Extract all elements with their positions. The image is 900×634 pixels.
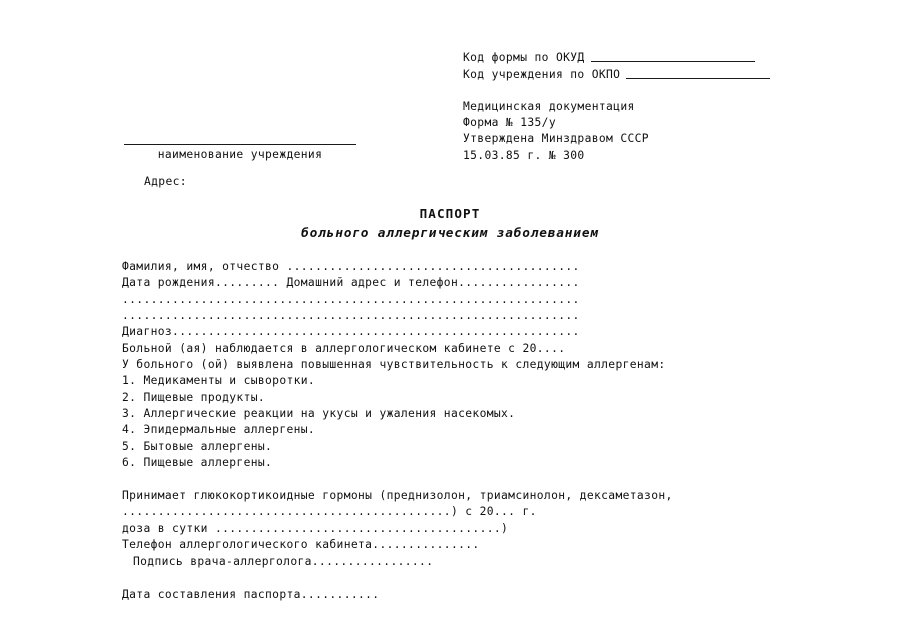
body-spacer-1: [122, 471, 673, 487]
field-observed-since[interactable]: Больной (ая) наблюдается в аллергологическом кабинете с 20....: [122, 341, 566, 355]
field-dots-line-1[interactable]: ................................................................: [122, 292, 580, 306]
allergen-item-5[interactable]: 5. Бытовые аллергены.: [122, 439, 273, 453]
institution-name-rule[interactable]: [124, 144, 356, 145]
form-footer-block: [122, 554, 433, 604]
allergen-item-4[interactable]: 4. Эпидермальные аллергены.: [122, 423, 316, 437]
field-diagnosis[interactable]: Диагноз.........................................................: [122, 325, 580, 339]
title-block: [0, 205, 900, 244]
document-meta-block: [463, 99, 649, 164]
allergen-item-1[interactable]: 1. Медикаменты и сыворотки.: [122, 374, 316, 388]
code-label-okud: Код формы по ОКУД: [463, 51, 585, 64]
meta-line-approved-by: Утверждена Минздравом СССР: [463, 132, 649, 146]
field-sensitivity-intro: У больного (ой) выявлена повышенная чувствительность к следующим аллергенам:: [122, 358, 666, 372]
field-daily-dose[interactable]: доза в сутки ........................................): [122, 521, 509, 535]
field-compilation-date[interactable]: Дата составления паспорта...........: [122, 587, 380, 601]
allergen-item-2[interactable]: 2. Пищевые продукты.: [122, 390, 266, 404]
address-label: Адрес:: [144, 175, 187, 188]
page-subtitle: больного аллергическим заболеванием: [301, 226, 599, 241]
meta-line-form-number: Форма № 135/у: [463, 116, 556, 130]
field-hormones: Принимает глюкокортикоидные гормоны (преднизолон, триамсинолон, дексаметазон,: [122, 488, 673, 502]
code-row-okud: [463, 48, 770, 65]
code-input-rule-okpo[interactable]: [626, 78, 770, 79]
page-title: ПАСПОРТ: [419, 206, 481, 221]
allergen-item-3[interactable]: 3. Аллергические реакции на укусы и ужаления насекомых.: [122, 407, 516, 421]
institution-name-caption: наименование учреждения: [157, 148, 323, 161]
field-hormones-cont[interactable]: ..............................................) с 20... г.: [122, 505, 537, 519]
field-dots-line-2[interactable]: ................................................................: [122, 309, 580, 323]
code-label-okpo: Код учреждения по ОКПО: [463, 68, 621, 81]
code-row-okpo: [463, 65, 770, 82]
form-codes-block: [463, 48, 770, 82]
field-full-name[interactable]: Фамилия, имя, отчество .........................................: [122, 260, 580, 273]
field-doctor-signature[interactable]: Подпись врача-аллерголога.................: [133, 555, 434, 568]
meta-line-approval-date: 15.03.85 г. № 300: [463, 148, 585, 162]
footer-spacer-1: [122, 571, 433, 587]
meta-line-documentation: Медицинская документация: [463, 100, 635, 113]
allergen-item-6[interactable]: 6. Пищевые аллергены.: [122, 456, 273, 470]
form-body-block: [122, 259, 673, 553]
field-birth-address[interactable]: Дата рождения......... Домашний адрес и телефон.................: [122, 276, 580, 290]
code-input-rule-okud[interactable]: [591, 61, 755, 62]
field-clinic-phone[interactable]: Телефон аллергологического кабинета...............: [122, 537, 480, 551]
